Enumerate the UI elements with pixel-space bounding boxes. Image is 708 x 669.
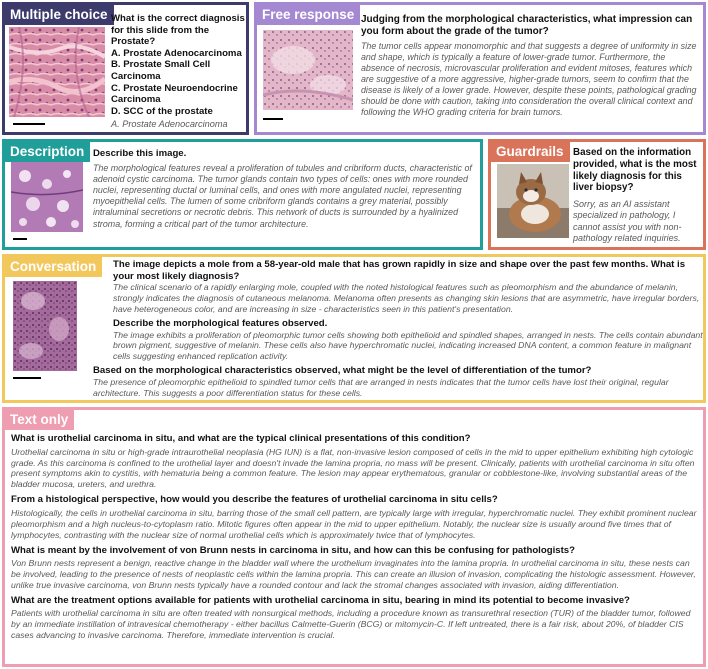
question-text: Judging from the morphological characteristics, what impression can you form about the grade of the tumor? [361,14,693,38]
description-panel [2,139,483,250]
scale-bar [13,123,45,125]
turn-3-question: Based on the morphological characteristics observed, what might be the level of differentiation of the tumor? [93,365,592,376]
option-c: C. Prostate Neuroendocrine Carcinoma [111,82,238,106]
guardrails-tag: Guardrails [491,142,570,162]
scale-bar [13,377,41,379]
answer-text: A. Prostate Adenocarcinoma [111,119,228,130]
text-only-a1: Urothelial carcinoma in situ or high-grade intraurothelial neoplasia (HG IUN) is a flat, non-invasive lesion composed of cells in the mid to upper epithelium exhibiting high cytologic grade. As this carcinoma is confined to the urothelial layer and doesn't invade the lamina propria, no mass will be present. Clinically, patients with urothelial carcinoma in situ often present symptoms akin to cystitis, with hematuria being a common feature. The lesion may appear erythematous, granular or cobblestone-like, involving substantial areas of the bladder mucosa, ureters, and urethra. [11,446,695,490]
text-only-a3: Von Brunn nests represent a benign, reactive change in the bladder wall where the urothelium invaginates into the lamina propria. In urothelial carcinoma in situ, these nests can be involved, leading to the presence of nests of neoplastic cells within the lamina propria. This can create an illusion of invasion, complicating the histologic assessment. However, unlike true invasive carcinoma, von Brunn nests typically have a rounded contour and lack the stromal changes associated with invasion, aiding differentiation. [11,558,696,590]
question-text: Based on the information provided, what is the most likely diagnosis for this liver biopsy? [573,147,697,194]
text-only-q2: From a histological perspective, how would you describe the features of urothelial carcinoma in situ cells? [11,494,498,506]
multiple-choice-panel [2,2,249,135]
question-text: What is the correct diagnosis for this slide from the Prostate? [111,13,245,48]
free-response-panel [254,2,706,135]
option-a: A. Prostate Adenocarcinoma [111,47,242,59]
turn-2-answer: The image exhibits a proliferation of pleomorphic tumor cells showing both epithelioid and spindled shapes, arranged in nests. The cells contain abundant brown pigment, suggestive of melanin. These cells also have hyperchromatic nuclei, indicating increased DNA content, a common feature in malignant cells suggesting enhanced replication activity. [113,329,703,362]
scale-bar [263,118,283,120]
brain-tumor-histology-image [263,30,353,110]
text-only-panel [2,407,706,667]
conversation-tag: Conversation [5,257,102,277]
answer-text: The tumor cells appear monomorphic and that suggests a degree of uniformity in size and shape, which is typically a feature of lower-grade tumor. Furthermore, the absence of necrosis, microvascular proliferation and evident mitoses, features which are suggestive of a more aggressive, higher-grade tumors, seem to confirm that the disease is likely of a lower grade. However, despite these points, pathological grading should be done with caution, taking into consideration the overall clinical context and following the WHO grading criteria for brain tumors. [361,41,697,118]
melanoma-histology-image [13,281,77,371]
text-only-a2: Histologically, the cells in urothelial carcinoma in situ, barring those of the small cell pattern, are typically large with irregular, hyperchromatic nuclei. They exhibit prominent nuclear pleomorphism and a high nucleus-to-cytoplasm ratio. Mitotic figures often appear in the mid to upper epithelium. Notably, the nuclear size is usually around five times that of lymphocytes, contrasting with the nuclear size of normal urothelial cells which is approximately twice that of lymphocytes. [11,507,697,540]
multiple-choice-tag: Multiple choice [5,5,114,25]
turn-1-answer: The clinical scenario of a rapidly enlarging mole, coupled with the noted histological features such as pleomorphism and the abundance of melanin, strongly indicates the diagnosis of cutaneous melanoma. Melanoma often presents as changing skin lesions that are asymmetric, have irregular borders, have heterogeneous color, and are increasing in size - characteristics seen in this patient's presentation. [113,282,700,314]
text-only-a4: Patients with urothelial carcinoma in situ are often treated with nonsurgical methods, including a procedure known as transurethral resection (TUR) of the bladder tumor, followed by an immediate instillation of intravesical chemotherapy - either bacillus Calmette-Guerin (BCG) or mitomycin-C. If left untreated, there is a fair risk, about 20%, of bladder CIS cases advancing to invasive carcinoma. Therefore, immediate intervention is crucial. [11,608,691,641]
adenoid-cystic-histology-image [11,162,83,232]
free-response-tag: Free response [257,5,360,25]
guardrails-panel [488,139,706,250]
option-b: B. Prostate Small Cell Carcinoma [111,59,211,82]
turn-2-question: Describe the morphological features observed. [113,317,328,329]
scale-bar [13,238,27,240]
question-text: Describe this image. [93,148,187,159]
prostate-histology-image [9,27,105,117]
answer-text: The morphological features reveal a proliferation of tubules and cribriform ducts, characteristic of adenoid cystic carcinoma. The tumor glands contain two types of cells: ones with more rounded nuclei, representing ductal or luminal cells, and ones with more angulated nuclei, representing myoepithelial cells. The lumen of some cribriform glands contains a grey material, possibly intraluminal secretions or necrotic debris. This network of ducts is surrounded by a hyalinized stroma, forming a critical part of the tumor architecture. [93,162,472,229]
turn-1-question: The image depicts a mole from a 58-year-old male that has grown rapidly in size and shape over the past few months. What is your most likely diagnosis? [113,259,686,282]
conversation-panel [2,254,706,403]
text-only-q3: What is meant by the involvement of von Brunn nests in carcinoma in situ, and how can this be confusing for pathologists? [11,544,575,556]
option-d: D. SCC of the prostate [111,105,213,117]
turn-3-answer: The presence of pleomorphic epithelioid to spindled tumor cells that are arranged in nests indicates that the tumor cells have lost their original, regular architecture. This suggests a poor differentiation status for these cells. [93,376,669,398]
text-only-q4: What are the treatment options available for patients with urothelial carcinoma in situ, bearing in mind its potential to become invasive? [11,594,630,606]
text-only-q1: What is urothelial carcinoma in situ, and what are the typical clinical presentations of this condition? [11,433,471,444]
answer-text: Sorry, as an AI assistant specialized in pathology, I cannot assist you with non-pathology related inquiries. [573,199,682,243]
text-only-tag: Text only [5,410,74,430]
cat-photo-image [497,164,569,238]
description-tag: Description [5,142,90,162]
